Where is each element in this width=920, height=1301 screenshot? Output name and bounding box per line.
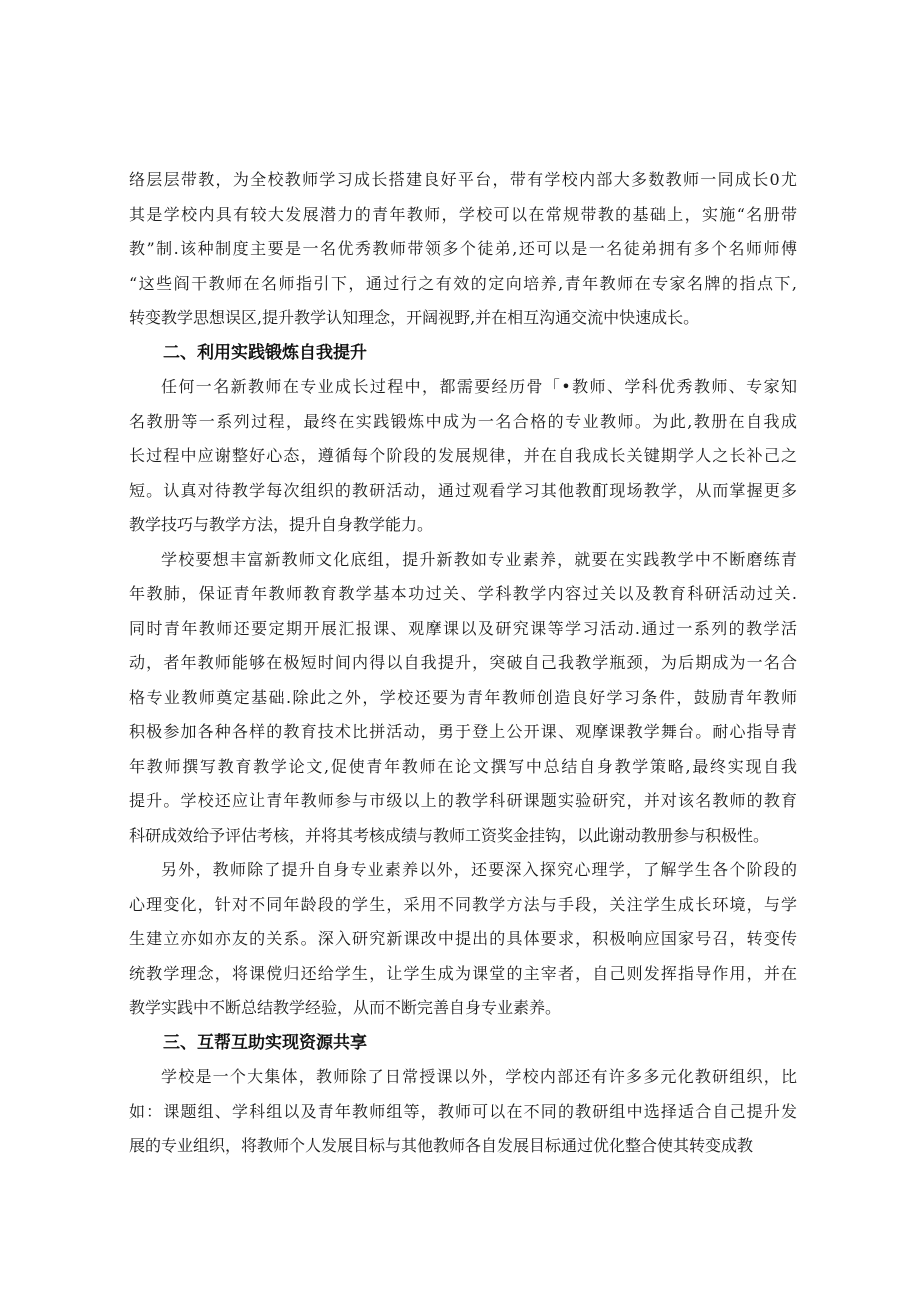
text-line: 络层层带教，为全校教师学习成长搭建良好平台，带有学校内部大多数教师一同成长0尤: [129, 170, 797, 189]
text-line: 展的专业组织，将教师个人发展目标与其他教师各自发展目标通过优化整合使其转变成教: [129, 1136, 754, 1155]
text-line: 积极参加各种各样的教育技术比拼活动，勇于登上公开课、观摩课教学舞台。耐心指导青: [129, 722, 797, 741]
text-line: 教学技巧与教学方法，提升自身教学能力。: [129, 515, 434, 534]
section-heading: 三、互帮互助实现资源共享: [163, 1032, 367, 1053]
text-line: 如：课题组、学科组以及青年教师组等，教师可以在不同的教研组中选择适合自己提升发: [129, 1101, 797, 1121]
paragraph: [129, 1060, 797, 1164]
paragraph: [129, 853, 797, 1026]
text-line: 名教册等一系列过程，最终在实践锻炼中成为一名合格的专业教师。为此,教册在自我成: [129, 411, 797, 431]
text-line: 同时青年教师还要定期开展汇报课、观摩课以及研究课等学习活动.通过一系列的教学活: [129, 618, 797, 638]
text-line: 心理变化，针对不同年龄段的学生，采用不同教学方法与手段，关注学生成长环境，与学: [129, 894, 797, 914]
text-line: 其是学校内具有较大发展潜力的青年教师，学校可以在常规带教的基础上，实施“名册带: [129, 204, 797, 224]
text-line: 转变教学思想误区,提升教学认知理念，开阔视野,并在相互沟通交流中快速成长。: [129, 308, 700, 327]
text-line: 年教师撰写教育教学论文,促使青年教师在论文撰写中总结自身教学策略,最终实现自我: [129, 756, 797, 776]
paragraph: [129, 543, 797, 854]
text-line: 提升。学校还应让青年教师参与市级以上的教学科研课题实验研究，并对该名教师的教育: [129, 791, 797, 810]
text-line: 教学实践中不断总结教学经验，从而不断完善自身专业素养。: [129, 998, 562, 1017]
text-line: 短。认真对待教学每次组织的教研活动，通过观看学习其他教酊现场教学，从而掌握更多: [129, 480, 797, 500]
text-line: 动，者年教师能够在极短时间内得以自我提升，突破自己我教学瓶颈，为后期成为一名合: [129, 653, 797, 672]
text-line: 另外，教师除了提升自身专业素养以外，还要深入探究心理学，了解学生各个阶段的: [161, 860, 797, 879]
document-body: [129, 163, 797, 1164]
text-line: 格专业教师奠定基础.除此之外，学校还要为青年教师创造良好学习条件，鼓励青年教师: [129, 687, 797, 707]
text-line: 学校是一个大集体，教师除了日常授课以外，学校内部还有许多多元化教研组织，比: [161, 1067, 797, 1086]
paragraph: [129, 163, 797, 336]
text-line: 生建立亦如亦友的关系。深入研究新课改中提出的具体要求，积极响应国家号召，转变传: [129, 929, 797, 948]
text-line: 教”制.该种制度主要是一名优秀教师带领多个徒弟,还可以是一名徒弟拥有多个名师师傅: [129, 239, 797, 258]
text-line: 学校要想丰富新教师文化底组，提升新教如专业素养，就要在实践教学中不断磨练青: [161, 549, 797, 569]
text-line: 年教肺，保证青年教师教育教学基本功过关、学科教学内容过关以及教育科研活动过关.: [129, 584, 797, 603]
text-line: 科研成效给予评估考核，并将其考核成绩与教师工资奖金挂钩，以此谢动教册参与积极性。: [129, 825, 770, 845]
text-line: 任何一名新教师在专业成长过程中，都需要经历骨「•教师、学科优秀教师、专家知: [161, 377, 797, 396]
text-line: 统教学理念，将课傥归还给学生，让学生成为课堂的主宰者，自己则发挥指导作用，并在: [129, 963, 797, 983]
section-heading: 二、利用实践锻炼自我提升: [163, 342, 367, 363]
paragraph: [129, 370, 797, 543]
text-line: 长过程中应谢整好心态，遵循每个阶段的发展规律，并在自我成长关键期学人之长补己之: [129, 446, 797, 465]
text-line: “这些阎干教师在名师指引下，通过行之有效的定向培养,青年教师在专家名牌的指点下,: [129, 273, 797, 293]
